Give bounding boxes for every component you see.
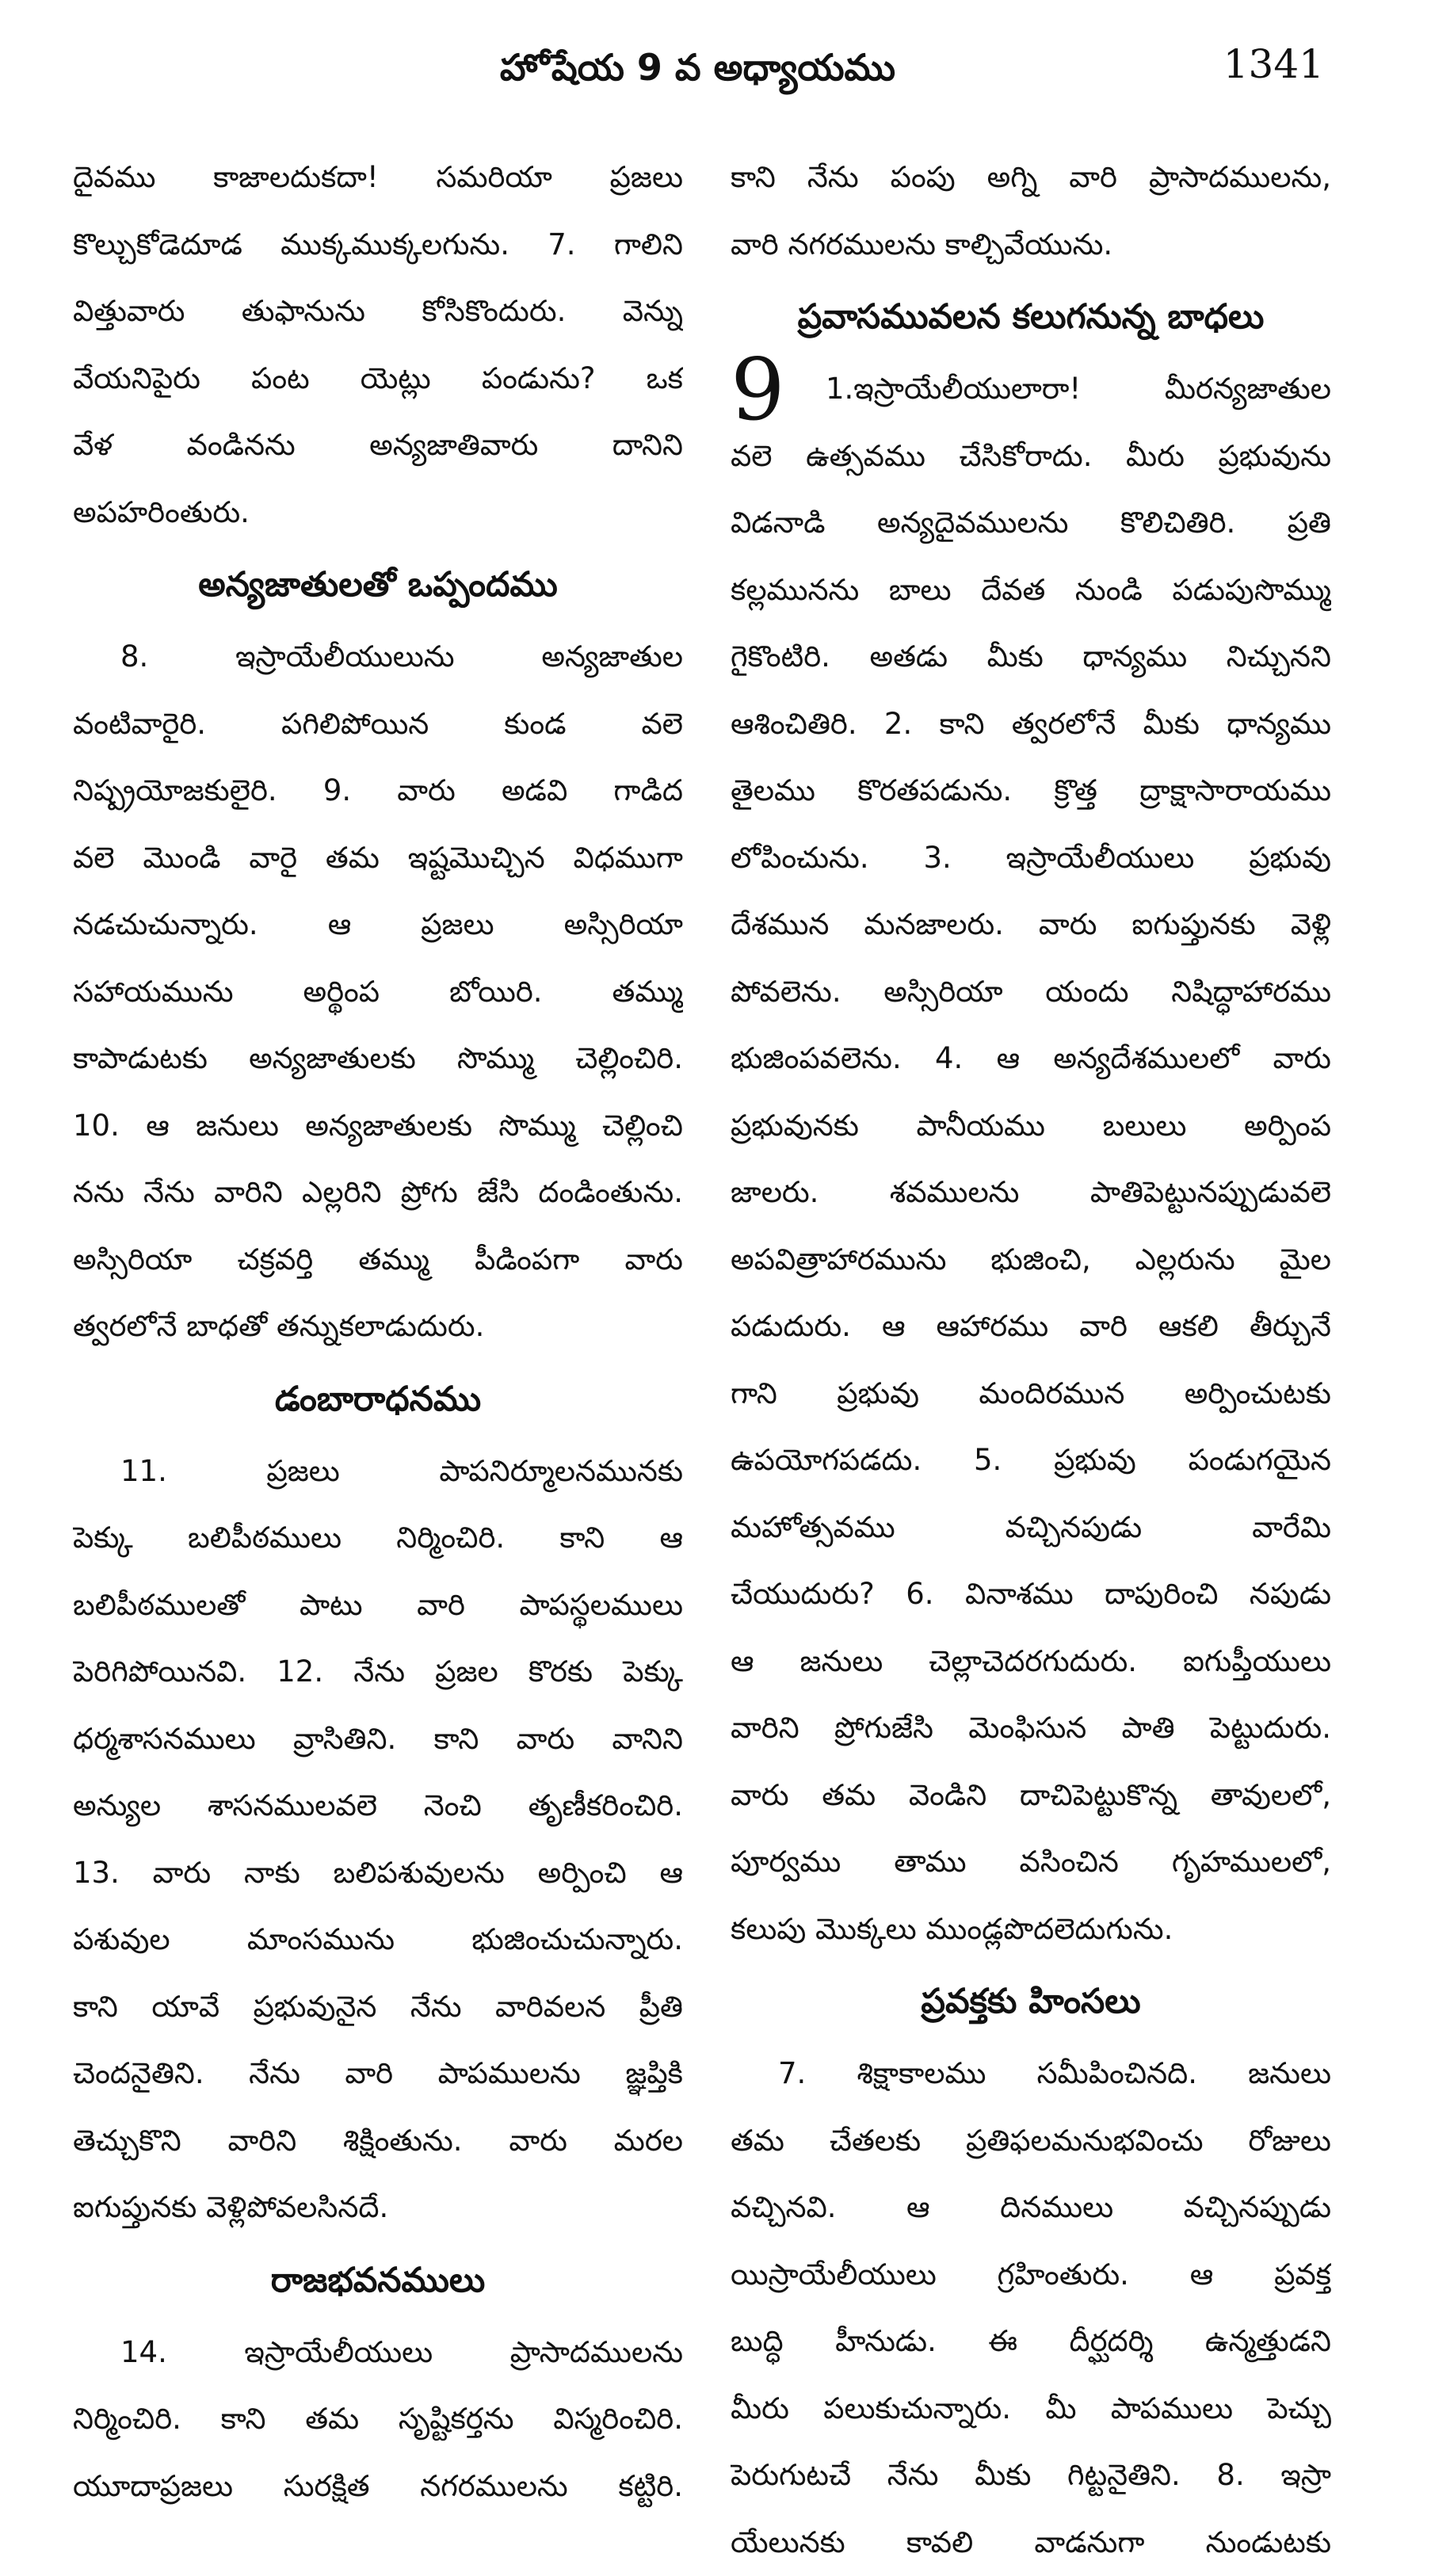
text-line: 10. ఆ జనులు అన్యజాతులకు సొమ్ము చెల్లించి [73, 1093, 683, 1160]
text-line: బలిపీఠములతో పాటు వారి పాపస్థలములు [73, 1572, 683, 1639]
text-line: జాలరు. శవములను పాతిపెట్టునప్పుడువలె [731, 1159, 1331, 1227]
text-line: ఆ జనులు చెల్లాచెదరగుదురు. ఐగుప్తీయులు [731, 1628, 1331, 1696]
text-line: కాని యావే ప్రభువునైన నేను వారివలన ప్రీతి [73, 1974, 683, 2041]
text-line: అన్యుల శాసనములవలె నెంచి తృణీకరించిరి. [73, 1773, 683, 1840]
page-header [71, 41, 1324, 105]
text-line: 11. ప్రజలు పాపనిర్మూలనమునకు [73, 1438, 683, 1506]
text-line: 8. ఇస్రాయేలీయులును అన్యజాతుల [73, 624, 683, 691]
text-line: చెందనైతిని. నేను వారి పాపములను జ్ఞప్తికి [73, 2040, 683, 2108]
text-line: వారు తమ వెండిని దాచిపెట్టుకొన్న తావులలో, [731, 1762, 1331, 1830]
text-line: పెక్కు బలిపీఠములు నిర్మించిరి. కాని ఆ [73, 1505, 683, 1572]
text-line: పశువుల మాంసమును భుజించుచున్నారు. [73, 1906, 683, 1974]
paragraph [731, 423, 1331, 1963]
text-line: వలె ఉత్సవము చేసికోరాదు. మీరు ప్రభువును [731, 423, 1331, 490]
text-line: పూర్వము తాము వసించిన గృహములలో, [731, 1829, 1331, 1896]
text-line: పడుదురు. ఆ ఆహారము వారి ఆకలి తీర్చునే [731, 1293, 1331, 1361]
text-line: అపహరింతురు. [73, 479, 683, 547]
text-line: మహోత్సవము వచ్చినపుడు వారేమి [731, 1494, 1331, 1562]
paragraph [731, 2040, 1331, 2576]
text-line: కలుపు మొక్కలు ముండ్లపొదలెదుగును. [731, 1896, 1331, 1963]
text-line: అస్సిరియా చక్రవర్తి తమ్ము పీడింపగా వారు [73, 1227, 683, 1294]
text-line: కల్లమునను బాలు దేవత నుండి పడుపుసొమ్ము [731, 557, 1331, 624]
text-line: విత్తువారు తుఫానును కోసికొందురు. వెన్ను [73, 278, 683, 345]
section-heading: ప్రవక్తకు హింసలు [731, 1963, 1331, 2040]
left-column [73, 144, 683, 2520]
paragraph [73, 624, 683, 1361]
paragraph [73, 144, 683, 546]
text-line: యేలునకు కావలి వాడనుగా నుండుటకు [731, 2509, 1331, 2576]
text-line: 14. ఇస్రాయేలీయులు ప్రాసాదములను [73, 2319, 683, 2387]
text-line: వచ్చినవి. ఆ దినములు వచ్చినప్పుడు [731, 2174, 1331, 2242]
running-title: హోషేయ 9 వ అధ్యాయము [71, 46, 1324, 98]
text-line: గైకొంటిరి. అతడు మీకు ధాన్యము నిచ్చునని [731, 624, 1331, 691]
text-line: గాని ప్రభువు మందిరమున అర్పించుటకు [731, 1361, 1331, 1428]
text-line: 7. శిక్షాకాలము సమీపించినది. జనులు [731, 2040, 1331, 2108]
paragraph [731, 144, 1331, 278]
text-line: ఆశించితిరి. 2. కాని త్వరలోనే మీకు ధాన్యము [731, 691, 1331, 758]
text-line: 13. వారు నాకు బలిపశువులను అర్పించి ఆ [73, 1840, 683, 1907]
text-line: వలె మొండి వారై తమ ఇష్టమొచ్చిన విధముగా [73, 825, 683, 892]
text-line: నడచుచున్నారు. ఆ ప్రజలు అస్సిరియా [73, 891, 683, 959]
text-line: లోపించును. 3. ఇస్రాయేలీయులు ప్రభువు [731, 825, 1331, 892]
text-line: వంటివారైరి. పగిలిపోయిన కుండ వలె [73, 691, 683, 758]
chapter-opening-line [731, 356, 1331, 423]
text-line: ధర్మశాసనములు వ్రాసితిని. కాని వారు వానిని [73, 1706, 683, 1773]
text-line: యిస్రాయేలీయులు గ్రహింతురు. ఆ ప్రవక్త [731, 2242, 1331, 2309]
text-line: నను నేను వారిని ఎల్లరిని ప్రోగు జేసి దండింతును. [73, 1159, 683, 1227]
section-heading: అన్యజాతులతో ఒప్పందము [73, 546, 683, 624]
text-line: పోవలెను. అస్సిరియా యందు నిషిద్ధాహారము [731, 959, 1331, 1026]
text-line: తైలము కొరతపడును. క్రొత్త ద్రాక్షాసారాయము [731, 758, 1331, 825]
text-line: కొల్చుకోడెదూడ ముక్కముక్కలగును. 7. గాలిని [73, 212, 683, 279]
text-line: పెరుగుటచే నేను మీకు గిట్టనైతిని. 8. ఇస్రా [731, 2442, 1331, 2509]
text-line: పెరిగిపోయినవి. 12. నేను ప్రజల కొరకు పెక్కు [73, 1639, 683, 1706]
text-line: కాపాడుటకు అన్యజాతులకు సొమ్ము చెల్లించిరి. [73, 1025, 683, 1093]
text-line: వేయనిపైరు పంట యెట్లు పండును? ఒక [73, 345, 683, 413]
text-line: దేశమున మనజాలరు. వారు ఐగుప్తునకు వెళ్లి [731, 891, 1331, 959]
text-line: అపవిత్రాహారమును భుజించి, ఎల్లరును మైల [731, 1227, 1331, 1294]
text-line: సహాయమును అర్థింప బోయిరి. తమ్ము [73, 959, 683, 1026]
text-line: చేయుదురు? 6. వినాశము దాపురించి నపుడు [731, 1561, 1331, 1628]
text-line: యూదాప్రజలు సురక్షిత నగరములను కట్టిరి. [73, 2453, 683, 2521]
text-line: ఐగుప్తునకు వెళ్లిపోవలసినదే. [73, 2174, 683, 2242]
section-heading: ప్రవాసమువలన కలుగనున్న బాధలు [731, 278, 1331, 356]
text-line: మీరు పలుకుచున్నారు. మీ పాపములు పెచ్చు [731, 2376, 1331, 2443]
page-number: 1341 [1223, 41, 1324, 87]
text-line: కాని నేను పంపు అగ్ని వారి ప్రాసాదములను, [731, 144, 1331, 212]
right-column [731, 144, 1331, 2576]
text-line: వారి నగరములను కాల్చివేయును. [731, 212, 1331, 279]
section-heading: డంబారాధనము [73, 1361, 683, 1438]
text-line: 1.ఇస్రాయేలీయులారా! మీరన్యజాతుల [826, 372, 1331, 406]
text-line: వేళ వండినను అన్యజాతివారు దానిని [73, 412, 683, 479]
text-line: ప్రభువునకు పానీయము బలులు అర్పింప [731, 1093, 1331, 1160]
text-line: భుజింపవలెను. 4. ఆ అన్యదేశములలో వారు [731, 1025, 1331, 1093]
text-line: తెచ్చుకొని వారిని శిక్షింతును. వారు మరల [73, 2108, 683, 2175]
text-line: నిర్మించిరి. కాని తమ సృష్టికర్తను విస్మరించిరి. [73, 2386, 683, 2453]
text-line: త్వరలోనే బాధతో తన్నుకలాడుదురు. [73, 1293, 683, 1361]
paragraph [73, 1438, 683, 2242]
text-line: ఉపయోగపడదు. 5. ప్రభువు పండుగయైన [731, 1427, 1331, 1494]
text-line: విడనాడి అన్యదైవములను కొలిచితిరి. ప్రతి [731, 490, 1331, 557]
text-line: వారిని ప్రోగుజేసి మెంఫిసున పాతి పెట్టుదురు. [731, 1695, 1331, 1762]
section-heading: రాజభవనములు [73, 2242, 683, 2319]
text-line: నిష్ప్రయోజకులైరి. 9. వారు అడవి గాడిద [73, 758, 683, 825]
text-line: దైవము కాజాలదుకదా! సమరియా ప్రజలు [73, 144, 683, 212]
chapter-number: 9 [731, 351, 785, 430]
paragraph [73, 2319, 683, 2521]
text-line: బుద్ధి హీనుడు. ఈ దీర్ఘదర్శి ఉన్మత్తుడని [731, 2308, 1331, 2376]
text-line: తమ చేతలకు ప్రతిఫలమనుభవించు రోజులు [731, 2108, 1331, 2175]
